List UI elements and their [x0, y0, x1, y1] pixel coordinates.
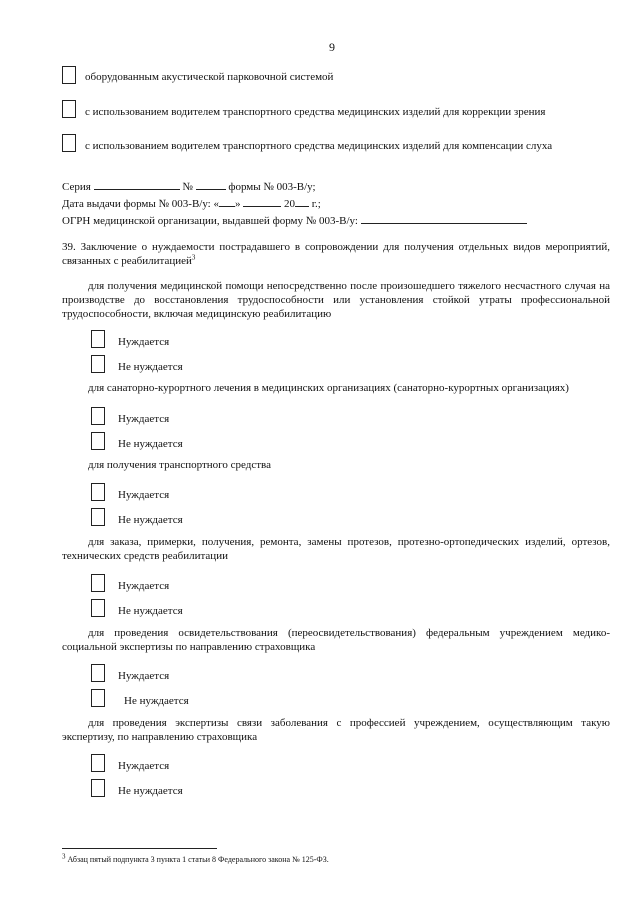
section-39-title: 39. Заключение о нуждаемости пострадавшего в сопровождении для получения отдельных видов мероприятий, связанных с реабилитацией$^3$: [62, 241, 610, 267]
checkbox-not-needs[interactable]: [91, 689, 105, 707]
checkbox-needs[interactable]: [91, 483, 105, 501]
not-needs-label: Не нуждается: [118, 514, 183, 526]
not-needs-label: Не нуждается: [118, 361, 183, 373]
checkbox-not-needs[interactable]: [91, 355, 105, 373]
checkbox-not-needs[interactable]: [91, 508, 105, 526]
issue-date-label: Дата выдачи формы № 003-В/у: «: [62, 198, 219, 210]
checkbox-needs[interactable]: [91, 574, 105, 592]
group-text: для проведения экспертизы связи заболевания с профессией учреждением, осуществляющим такую экспертизу, по направлению страховщика: [62, 717, 610, 743]
footnote-text: Абзац пятый подпункта 3 пункта 1 статьи 8 Федерального закона № 125-ФЗ.: [67, 855, 329, 864]
needs-label: Нуждается: [118, 413, 170, 425]
ogrn-line: [62, 212, 527, 228]
group-text: для заказа, примерки, получения, ремонта, замены протезов, протезно-ортопедических изделий, ортезов, технических средств реабилитации: [62, 536, 610, 562]
option-label: с использованием водителем транспортного средства медицинских изделий для коррекции зрения: [85, 106, 546, 118]
number-field[interactable]: [196, 178, 226, 190]
checkbox-not-needs[interactable]: [91, 432, 105, 450]
option-label: оборудованным акустической парковочной системой: [85, 71, 334, 83]
option-label: с использованием водителем транспортного средства медицинских изделий для компенсации слуха: [85, 140, 553, 152]
issue-month-field[interactable]: [243, 195, 281, 207]
number-label: №: [182, 181, 193, 193]
footnote-divider: [62, 848, 217, 849]
series-field[interactable]: [94, 178, 180, 190]
needs-label: Нуждается: [118, 336, 170, 348]
not-needs-label: Не нуждается: [118, 785, 183, 797]
ogrn-field[interactable]: [361, 212, 527, 224]
ogrn-label: ОГРН медицинской организации, выдавшей форму № 003-В/у:: [62, 215, 358, 227]
footnote-number: 3: [62, 852, 66, 861]
needs-label: Нуждается: [118, 580, 170, 592]
needs-label: Нуждается: [118, 670, 170, 682]
needs-label: Нуждается: [118, 489, 170, 501]
page-number: 9: [329, 40, 335, 54]
checkbox-acoustic-parking[interactable]: [62, 66, 76, 84]
group-text: для получения медицинской помощи непосредственно после произошедшего тяжелого несчастного случая на производстве до восстановления трудоспособности или установления стойкой утраты профессиональной трудоспособности, включая медицинскую реабилитацию: [62, 280, 610, 320]
checkbox-not-needs[interactable]: [91, 599, 105, 617]
checkbox-not-needs[interactable]: [91, 779, 105, 797]
footnote-ref: 3: [191, 253, 196, 262]
not-needs-label: Не нуждается: [124, 695, 189, 707]
checkbox-needs[interactable]: [91, 330, 105, 348]
group-text: для получения транспортного средства: [88, 459, 271, 471]
checkbox-needs[interactable]: [91, 407, 105, 425]
issue-year-field[interactable]: [295, 195, 309, 207]
series-label: Серия: [62, 181, 91, 193]
footnote: [62, 853, 329, 867]
needs-label: Нуждается: [118, 760, 170, 772]
issue-day-field[interactable]: [219, 195, 235, 207]
checkbox-hearing-compensation[interactable]: [62, 134, 76, 152]
not-needs-label: Не нуждается: [118, 438, 183, 450]
series-line: [62, 178, 316, 194]
issue-date-line: [62, 195, 321, 211]
issue-year-suffix: г.;: [311, 198, 321, 210]
issue-year-prefix: 20: [284, 198, 295, 210]
checkbox-needs[interactable]: [91, 664, 105, 682]
group-text: для санаторно-курортного лечения в медицинских организациях (санаторно-курортных организациях): [88, 382, 569, 394]
checkbox-vision-correction[interactable]: [62, 100, 76, 118]
group-text: для проведения освидетельствования (переосвидетельствования) федеральным учреждением медико-социальной экспертизы по направлению страховщика: [62, 627, 610, 653]
form-label: формы № 003-В/у;: [228, 181, 316, 193]
issue-date-mid: »: [235, 198, 241, 210]
checkbox-needs[interactable]: [91, 754, 105, 772]
not-needs-label: Не нуждается: [118, 605, 183, 617]
